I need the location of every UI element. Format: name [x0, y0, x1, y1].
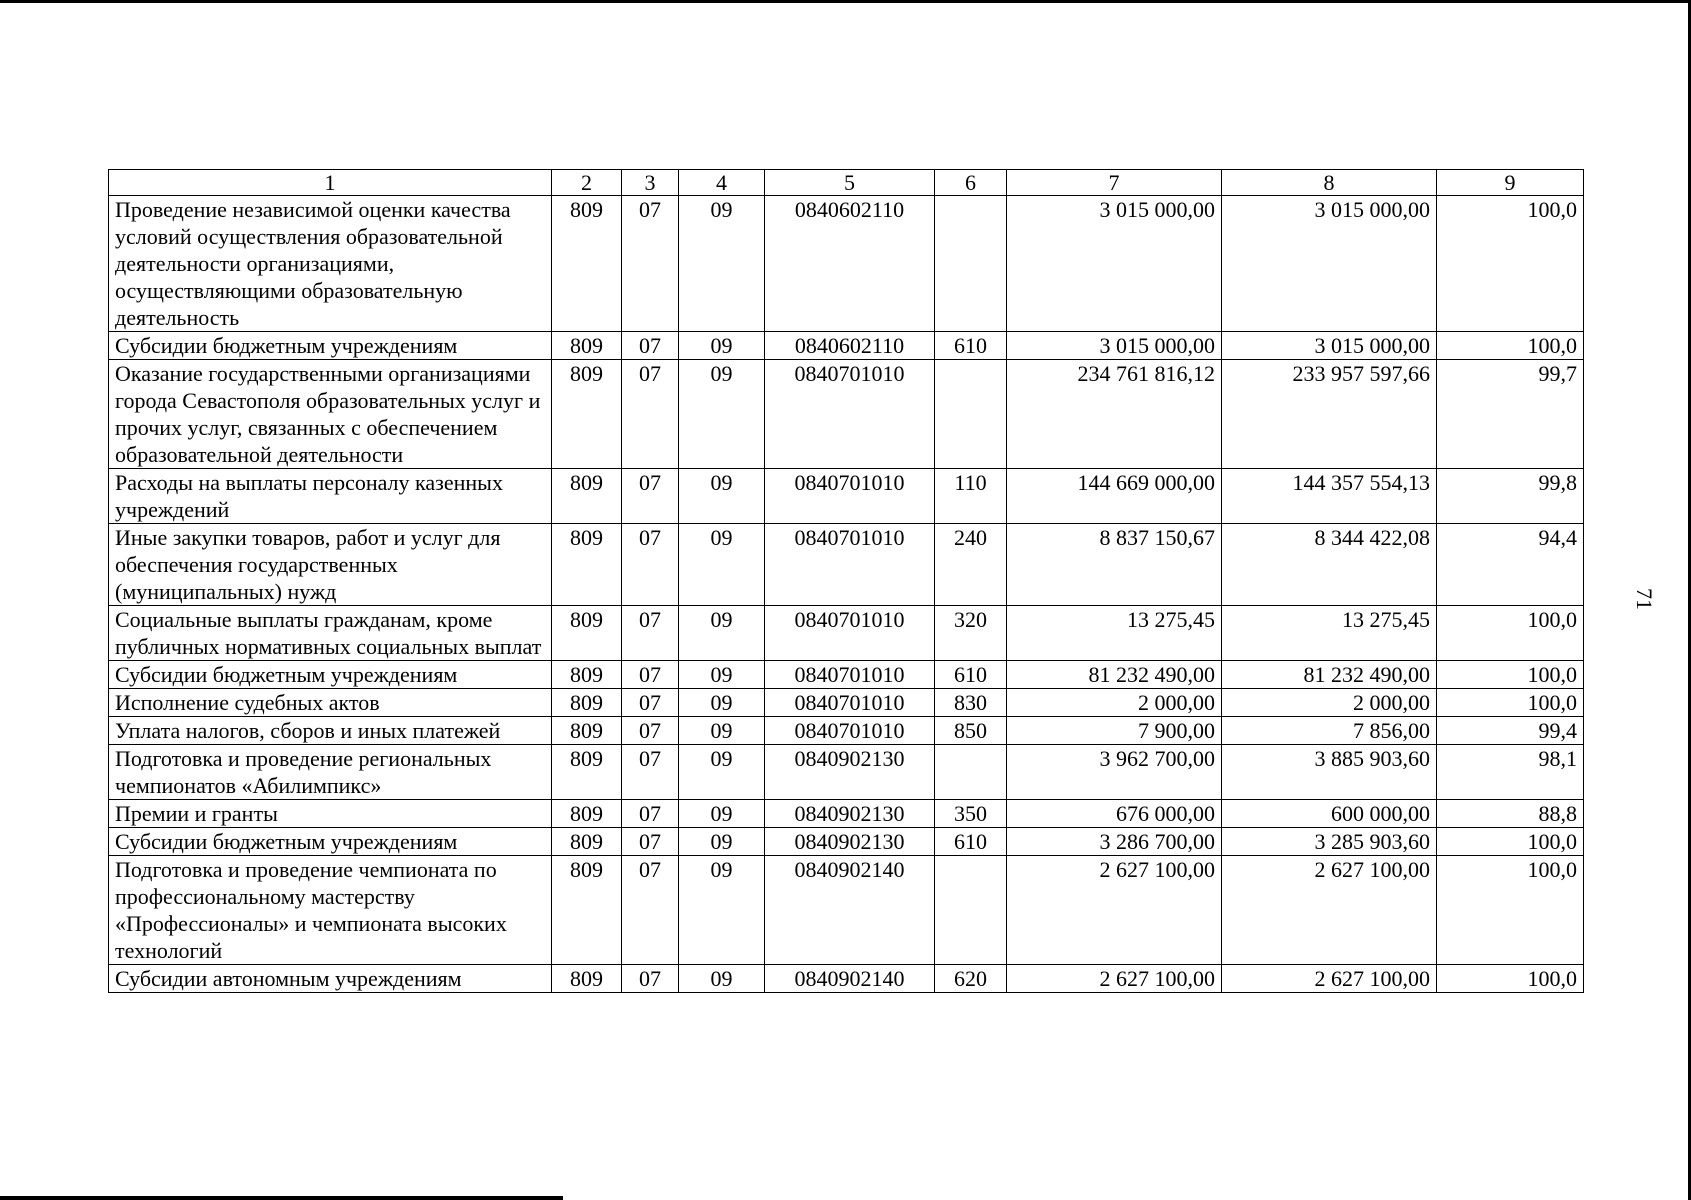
- row-name: Проведение независимой оценки качества условий осуществления образовательной деятельности организациями, осуществляющими образовательную деятельность: [109, 196, 552, 332]
- row-amount-8: 3 015 000,00: [1222, 332, 1437, 360]
- row-code-6: 110: [935, 469, 1007, 524]
- row-amount-8: 3 285 903,60: [1222, 828, 1437, 856]
- row-code-4: 09: [679, 332, 765, 360]
- row-code-2: 809: [552, 606, 622, 661]
- row-name: Субсидии бюджетным учреждениям: [109, 828, 552, 856]
- row-code-4: 09: [679, 965, 765, 993]
- row-code-2: 809: [552, 828, 622, 856]
- row-percent-9: 100,0: [1437, 689, 1584, 717]
- row-amount-7: 3 962 700,00: [1007, 745, 1222, 800]
- column-header-9: 9: [1437, 170, 1584, 196]
- row-code-4: 09: [679, 800, 765, 828]
- row-amount-8: 144 357 554,13: [1222, 469, 1437, 524]
- row-code-5: 0840602110: [765, 332, 935, 360]
- table-row: [109, 745, 1584, 800]
- row-code-3: 07: [622, 606, 679, 661]
- budget-table: [108, 169, 1584, 993]
- row-code-5: 0840902130: [765, 828, 935, 856]
- row-amount-7: 2 627 100,00: [1007, 856, 1222, 965]
- row-code-2: 809: [552, 524, 622, 606]
- column-header-5: 5: [765, 170, 935, 196]
- row-name: Иные закупки товаров, работ и услуг для обеспечения государственных (муниципальных) нужд: [109, 524, 552, 606]
- row-code-2: 809: [552, 332, 622, 360]
- row-code-4: 09: [679, 469, 765, 524]
- row-percent-9: 100,0: [1437, 196, 1584, 332]
- row-code-4: 09: [679, 856, 765, 965]
- column-header-8: 8: [1222, 170, 1437, 196]
- row-amount-8: 13 275,45: [1222, 606, 1437, 661]
- row-code-5: 0840701010: [765, 360, 935, 469]
- column-header-7: 7: [1007, 170, 1222, 196]
- row-percent-9: 100,0: [1437, 828, 1584, 856]
- scan-edge-top: [0, 0, 1691, 3]
- row-name: Субсидии бюджетным учреждениям: [109, 332, 552, 360]
- row-percent-9: 99,8: [1437, 469, 1584, 524]
- row-code-3: 07: [622, 332, 679, 360]
- column-header-3: 3: [622, 170, 679, 196]
- row-amount-7: 234 761 816,12: [1007, 360, 1222, 469]
- scan-edge-bottom: [0, 1196, 563, 1200]
- row-amount-7: 676 000,00: [1007, 800, 1222, 828]
- row-code-4: 09: [679, 524, 765, 606]
- row-code-3: 07: [622, 717, 679, 745]
- table-row: [109, 828, 1584, 856]
- row-amount-8: 2 627 100,00: [1222, 965, 1437, 993]
- table-row: [109, 717, 1584, 745]
- row-amount-7: 81 232 490,00: [1007, 661, 1222, 689]
- row-code-6: 350: [935, 800, 1007, 828]
- page-number: 71: [1632, 588, 1657, 610]
- row-amount-8: 233 957 597,66: [1222, 360, 1437, 469]
- row-amount-8: 2 000,00: [1222, 689, 1437, 717]
- table-row: [109, 800, 1584, 828]
- row-code-5: 0840902140: [765, 856, 935, 965]
- row-name: Уплата налогов, сборов и иных платежей: [109, 717, 552, 745]
- row-code-4: 09: [679, 196, 765, 332]
- row-code-3: 07: [622, 856, 679, 965]
- row-amount-7: 2 627 100,00: [1007, 965, 1222, 993]
- row-name: Исполнение судебных актов: [109, 689, 552, 717]
- row-code-2: 809: [552, 800, 622, 828]
- row-code-4: 09: [679, 661, 765, 689]
- row-amount-8: 7 856,00: [1222, 717, 1437, 745]
- row-code-4: 09: [679, 689, 765, 717]
- row-code-5: 0840701010: [765, 661, 935, 689]
- row-code-6: [935, 745, 1007, 800]
- row-amount-7: 3 015 000,00: [1007, 196, 1222, 332]
- row-code-2: 809: [552, 689, 622, 717]
- row-code-2: 809: [552, 196, 622, 332]
- row-code-4: 09: [679, 828, 765, 856]
- row-amount-7: 3 286 700,00: [1007, 828, 1222, 856]
- row-code-3: 07: [622, 524, 679, 606]
- row-amount-7: 144 669 000,00: [1007, 469, 1222, 524]
- row-code-5: 0840701010: [765, 717, 935, 745]
- row-percent-9: 99,4: [1437, 717, 1584, 745]
- row-code-5: 0840902130: [765, 800, 935, 828]
- row-percent-9: 100,0: [1437, 856, 1584, 965]
- header-row: [109, 170, 1584, 196]
- row-code-5: 0840602110: [765, 196, 935, 332]
- row-code-6: 240: [935, 524, 1007, 606]
- row-name: Расходы на выплаты персоналу казенных учреждений: [109, 469, 552, 524]
- row-percent-9: 100,0: [1437, 661, 1584, 689]
- column-header-6: 6: [935, 170, 1007, 196]
- table-row: [109, 661, 1584, 689]
- row-code-6: 610: [935, 828, 1007, 856]
- row-code-6: [935, 196, 1007, 332]
- row-percent-9: 98,1: [1437, 745, 1584, 800]
- row-code-2: 809: [552, 965, 622, 993]
- row-code-6: 830: [935, 689, 1007, 717]
- row-code-3: 07: [622, 661, 679, 689]
- table-row: [109, 689, 1584, 717]
- row-percent-9: 100,0: [1437, 965, 1584, 993]
- row-code-3: 07: [622, 745, 679, 800]
- row-code-6: 610: [935, 661, 1007, 689]
- row-amount-8: 3 885 903,60: [1222, 745, 1437, 800]
- row-name: Подготовка и проведение региональных чемпионатов «Абилимпикс»: [109, 745, 552, 800]
- row-amount-8: 2 627 100,00: [1222, 856, 1437, 965]
- table-row: [109, 196, 1584, 332]
- row-amount-8: 8 344 422,08: [1222, 524, 1437, 606]
- row-code-5: 0840701010: [765, 689, 935, 717]
- row-code-6: 620: [935, 965, 1007, 993]
- row-code-2: 809: [552, 360, 622, 469]
- row-amount-8: 3 015 000,00: [1222, 196, 1437, 332]
- table-row: [109, 606, 1584, 661]
- row-percent-9: 100,0: [1437, 606, 1584, 661]
- row-code-2: 809: [552, 856, 622, 965]
- row-code-3: 07: [622, 828, 679, 856]
- row-code-6: 320: [935, 606, 1007, 661]
- table-row: [109, 332, 1584, 360]
- column-header-4: 4: [679, 170, 765, 196]
- row-name: Оказание государственными организациями города Севастополя образовательных услуг и прочих услуг, связанных с обеспечением образовательной деятельности: [109, 360, 552, 469]
- column-header-1: 1: [109, 170, 552, 196]
- table-row: [109, 360, 1584, 469]
- row-code-6: 850: [935, 717, 1007, 745]
- row-code-4: 09: [679, 745, 765, 800]
- row-code-5: 0840701010: [765, 524, 935, 606]
- row-code-3: 07: [622, 469, 679, 524]
- row-name: Субсидии автономным учреждениям: [109, 965, 552, 993]
- row-code-2: 809: [552, 469, 622, 524]
- row-code-3: 07: [622, 689, 679, 717]
- column-header-2: 2: [552, 170, 622, 196]
- row-code-6: [935, 360, 1007, 469]
- row-name: Подготовка и проведение чемпионата по профессиональному мастерству «Профессионалы» и чемпионата высоких технологий: [109, 856, 552, 965]
- row-code-5: 0840701010: [765, 469, 935, 524]
- row-amount-7: 8 837 150,67: [1007, 524, 1222, 606]
- row-code-4: 09: [679, 606, 765, 661]
- row-code-6: [935, 856, 1007, 965]
- row-code-3: 07: [622, 360, 679, 469]
- row-amount-8: 600 000,00: [1222, 800, 1437, 828]
- row-code-4: 09: [679, 360, 765, 469]
- row-code-5: 0840902140: [765, 965, 935, 993]
- table-row: [109, 856, 1584, 965]
- row-amount-7: 2 000,00: [1007, 689, 1222, 717]
- row-code-4: 09: [679, 717, 765, 745]
- row-code-3: 07: [622, 965, 679, 993]
- table-row: [109, 524, 1584, 606]
- row-code-2: 809: [552, 717, 622, 745]
- table-row: [109, 965, 1584, 993]
- row-amount-8: 81 232 490,00: [1222, 661, 1437, 689]
- row-name: Социальные выплаты гражданам, кроме публичных нормативных социальных выплат: [109, 606, 552, 661]
- row-percent-9: 88,8: [1437, 800, 1584, 828]
- row-percent-9: 94,4: [1437, 524, 1584, 606]
- row-amount-7: 7 900,00: [1007, 717, 1222, 745]
- row-percent-9: 99,7: [1437, 360, 1584, 469]
- row-code-3: 07: [622, 196, 679, 332]
- row-code-3: 07: [622, 800, 679, 828]
- row-code-6: 610: [935, 332, 1007, 360]
- row-amount-7: 3 015 000,00: [1007, 332, 1222, 360]
- row-code-2: 809: [552, 661, 622, 689]
- row-amount-7: 13 275,45: [1007, 606, 1222, 661]
- row-percent-9: 100,0: [1437, 332, 1584, 360]
- row-code-5: 0840701010: [765, 606, 935, 661]
- table-row: [109, 469, 1584, 524]
- row-name: Субсидии бюджетным учреждениям: [109, 661, 552, 689]
- row-name: Премии и гранты: [109, 800, 552, 828]
- row-code-5: 0840902130: [765, 745, 935, 800]
- row-code-2: 809: [552, 745, 622, 800]
